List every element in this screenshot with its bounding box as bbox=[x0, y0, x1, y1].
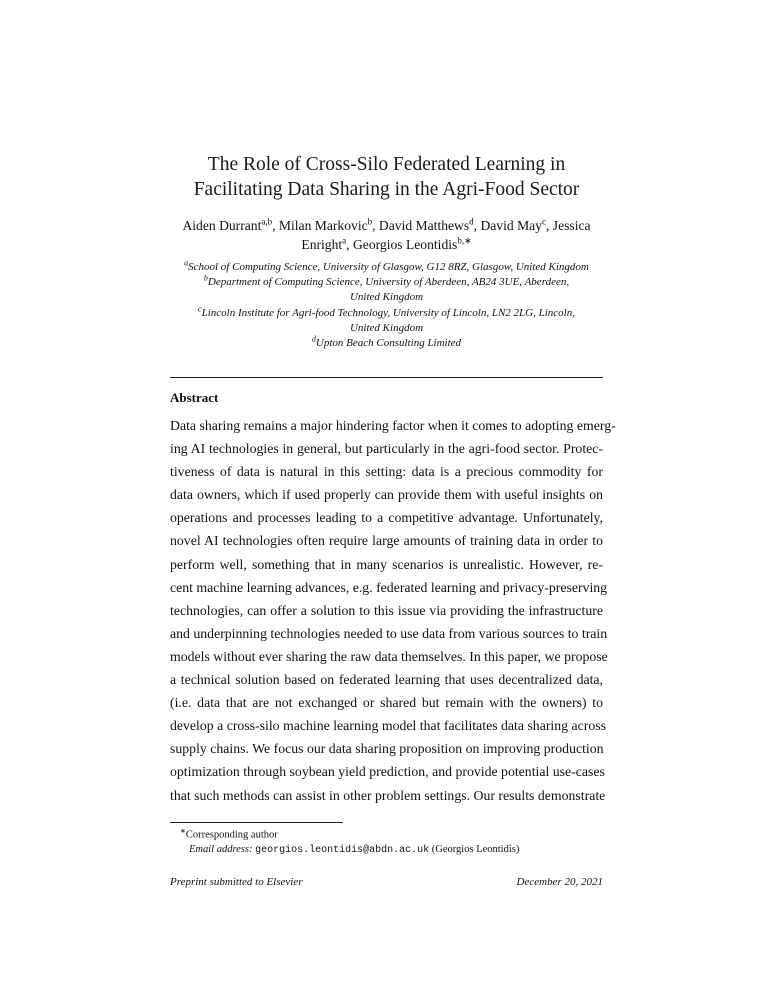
abstract-line: (i.e. data that are not exchanged or shared but remain with the owners) to bbox=[170, 695, 603, 711]
author-name: , David May bbox=[473, 218, 542, 233]
email-link[interactable]: georgios.leontidis@abdn.ac.uk bbox=[255, 845, 430, 856]
abstract-top-rule bbox=[170, 377, 603, 378]
abstract-line: develop a cross-silo machine learning model that facilitates data sharing across bbox=[170, 718, 606, 734]
affiliation-mark: d bbox=[311, 334, 316, 344]
abstract-line: data owners, which if used properly can provide them with useful insights on bbox=[170, 487, 603, 503]
abstract-line: models without ever sharing the raw data themselves. In this paper, we propose bbox=[170, 648, 608, 664]
author-affil-mark: a,b bbox=[261, 216, 273, 227]
author-line-1 bbox=[140, 216, 633, 235]
abstract-line: optimization through soybean yield prediction, and provide potential use-cases bbox=[170, 764, 605, 780]
footnote-rule bbox=[170, 822, 343, 823]
footer-preprint: Preprint submitted to Elsevier bbox=[170, 876, 303, 888]
abstract-line: and underpinning technologies needed to use data from various sources to train bbox=[170, 625, 608, 641]
author-affil-mark: a bbox=[342, 235, 347, 246]
affiliation-a bbox=[150, 260, 623, 275]
abstract-line: a technical solution based on federated learning that uses decentralized data, bbox=[170, 672, 603, 688]
affiliation-mark: a bbox=[184, 258, 189, 268]
author-name: , David Matthews bbox=[372, 218, 470, 233]
affiliation-text: Upton Beach Consulting Limited bbox=[315, 337, 462, 350]
affiliation-c bbox=[150, 303, 623, 321]
affiliation-b bbox=[150, 275, 623, 290]
footnote-mark: ∗ bbox=[180, 827, 186, 835]
affiliation-c-cont: United Kingdom bbox=[349, 321, 424, 334]
footer-date: December 20, 2021 bbox=[516, 876, 603, 888]
footnote-corresponding bbox=[170, 824, 603, 843]
abstract-line: ing AI technologies in general, but particularly in the agri-food sector. Protec- bbox=[170, 441, 603, 457]
abstract-line: cent machine learning advances, e.g. federated learning and privacy-preserving bbox=[170, 579, 608, 595]
abstract-body bbox=[170, 414, 616, 807]
affiliation-d bbox=[150, 336, 623, 351]
author-affil-mark: b,∗ bbox=[457, 235, 472, 246]
abstract-line: operations and processes leading to a competitive advantage. Unfortunately, bbox=[170, 510, 603, 526]
affiliation-list bbox=[150, 260, 623, 351]
title-line-2: Facilitating Data Sharing in the Agri-Food Sector bbox=[193, 179, 580, 200]
email-owner: (Georgios Leontidis) bbox=[431, 844, 520, 855]
author-name: Enright bbox=[301, 237, 343, 252]
author-list bbox=[140, 216, 633, 254]
title-line-1: The Role of Cross-Silo Federated Learning in bbox=[207, 154, 566, 175]
footnote-text: Corresponding author bbox=[185, 829, 278, 841]
abstract-line: technologies, can offer a solution to this issue via providing the infrastructure bbox=[170, 602, 603, 618]
author-name: , Milan Markovic bbox=[272, 218, 368, 233]
affiliation-text: School of Computing Science, University of Glasgow, G12 8RZ, Glasgow, United Kingdom bbox=[188, 261, 589, 273]
footnote-email bbox=[170, 843, 603, 859]
author-line-2 bbox=[140, 235, 633, 254]
abstract-line: perform well, something that in many scenarios is unrealistic. However, re- bbox=[170, 556, 603, 572]
email-label: Email address: bbox=[189, 844, 253, 855]
affiliation-text: Department of Computing Science, University of Aberdeen, AB24 3UE, Aberdeen, bbox=[207, 276, 570, 289]
footnotes bbox=[170, 824, 603, 859]
affiliation-mark: b bbox=[203, 273, 208, 283]
abstract-line: supply chains. We focus our data sharing proposition on improving production bbox=[170, 741, 604, 757]
abstract-line: that such methods can assist in other problem settings. Our results demonstrate bbox=[170, 787, 606, 803]
author-name: , Jessica bbox=[546, 218, 591, 233]
affiliation-b-cont: United Kingdom bbox=[349, 291, 424, 304]
author-name: , Georgios Leontidis bbox=[346, 237, 458, 252]
affiliation-mark: c bbox=[198, 303, 202, 313]
affiliation-text: Lincoln Institute for Agri-food Technology, University of Lincoln, LN2 2LG, Lincoln, bbox=[201, 306, 575, 319]
abstract-line: novel AI technologies often require large amounts of training data in order to bbox=[170, 533, 603, 549]
abstract-heading: Abstract bbox=[170, 390, 219, 405]
paper-title bbox=[120, 152, 653, 202]
author-affil-mark: d bbox=[469, 216, 474, 227]
author-affil-mark: b bbox=[367, 216, 373, 227]
author-name: Aiden Durrant bbox=[182, 218, 262, 233]
abstract-line: tiveness of data is natural in this setting: data is a precious commodity for bbox=[170, 464, 603, 480]
author-affil-mark: c bbox=[542, 216, 546, 227]
abstract-line: Data sharing remains a major hindering factor when it comes to adopting emerg- bbox=[170, 418, 616, 433]
